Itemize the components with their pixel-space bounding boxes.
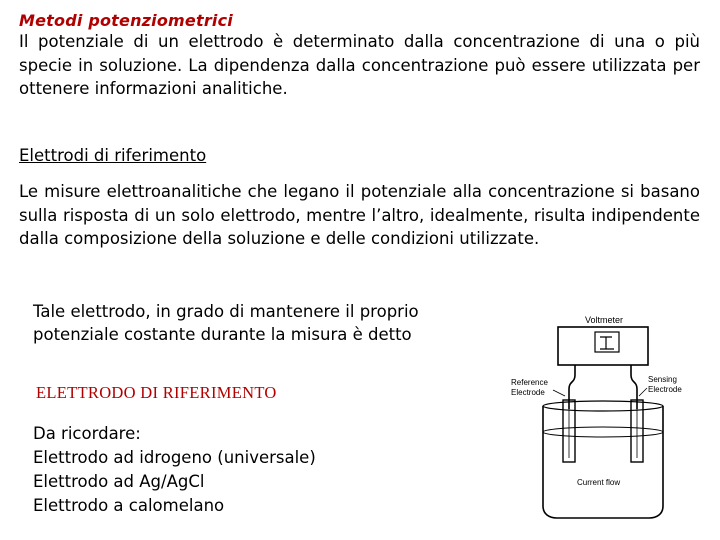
- beaker-label: Current flow: [577, 478, 621, 487]
- slide-title: Metodi potenziometrici: [19, 11, 233, 30]
- reference-pointer: [553, 390, 565, 396]
- definition-term: ELETTRODO DI RIFERIMENTO: [36, 383, 277, 402]
- reminder-heading: Da ricordare:: [33, 424, 141, 443]
- reminder-item: Elettrodo ad idrogeno (universale): [33, 448, 316, 467]
- voltmeter-box: [558, 327, 648, 365]
- sensing-label-line1: Sensing: [648, 375, 677, 384]
- voltmeter-display-icon: [600, 337, 614, 349]
- reference-label-line1: Reference: [511, 378, 548, 387]
- sensing-label-line2: Electrode: [648, 385, 682, 394]
- beaker-rim: [543, 401, 663, 411]
- electrochemical-cell-diagram: [505, 308, 697, 520]
- reference-heading: Elettrodi di riferimento: [19, 146, 207, 165]
- sensing-pointer: [639, 388, 647, 396]
- reference-label-line2: Electrode: [511, 388, 545, 397]
- definition-text: Tale elettrodo, in grado di mantenere il proprio potenziale costante durante la misura è detto: [33, 302, 419, 344]
- intro-paragraph: Il potenziale di un elettrodo è determinato dalla concentrazione di una o più specie in soluzione. La dipendenza dalla concentrazione può essere utilizzata per ottenere informazioni analitiche.: [19, 32, 700, 98]
- solution-surface: [543, 427, 663, 437]
- voltmeter-label: Voltmeter: [585, 315, 624, 325]
- beaker: [543, 406, 663, 518]
- reference-paragraph: Le misure elettroanalitiche che legano il potenziale alla concentrazione si basano sulla risposta di un solo elettrodo, mentre l’altro, idealmente, risulta indipendente dalla composizione della soluzione e delle condizioni utilizzate.: [19, 182, 700, 248]
- reminder-item: Elettrodo a calomelano: [33, 496, 225, 515]
- reminder-list: [33, 422, 316, 518]
- reminder-item: Elettrodo ad Ag/AgCl: [33, 472, 205, 491]
